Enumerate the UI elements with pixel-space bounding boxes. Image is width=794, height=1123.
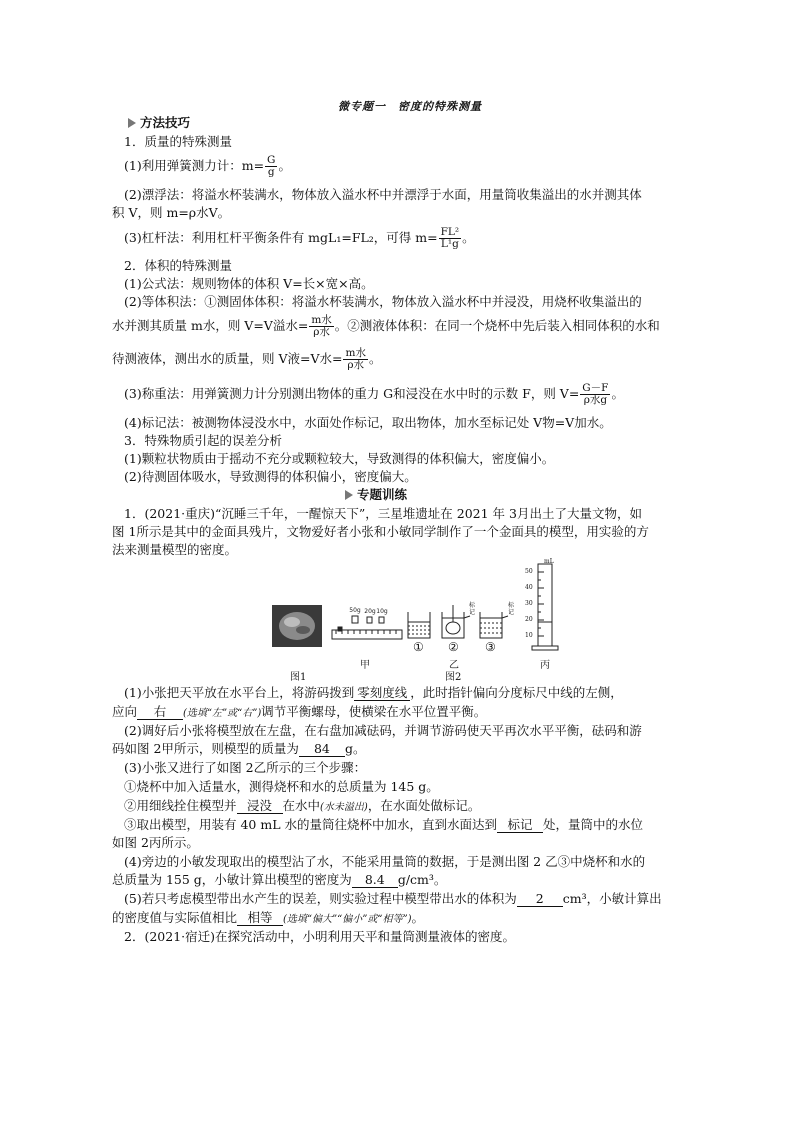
- s1-a-fraction: [265, 155, 277, 178]
- page-title: 微专题一 密度的特殊测量: [338, 100, 482, 113]
- svg-text:10g: 10g: [376, 608, 388, 615]
- s2-b-line1: (2)等体积法：①测固体体积：将溢水杯装满水，物体放入溢水杯中并浸没，用烧杯收集溢出的: [124, 294, 642, 309]
- p3-c-post: 处，量筒中的水位: [542, 817, 643, 832]
- label-step-1: ①: [413, 640, 424, 654]
- p4-line1: (4)旁边的小敏发现取出的模型沾了水，不能采用量筒的数据，于是测出图 2 乙③中烧杯和水的: [124, 854, 646, 869]
- s1-a-end: 。: [278, 158, 291, 173]
- s1-c-num: FL²: [440, 226, 460, 238]
- p1-post: ，此时指针偏向分度标尺中线的左侧，: [410, 685, 623, 700]
- label-jia: 甲: [360, 660, 370, 671]
- cylinder-tick-10: 10: [525, 632, 533, 639]
- p2-line1: (2)调好后小张将模型放在左盘，在右盘加减砝码，并调节游码使天平再次水平平衡，砝码和游: [124, 723, 642, 738]
- q1-line3: 法来测量模型的密度。: [112, 542, 238, 557]
- cylinder-tick-40: 40: [525, 584, 533, 591]
- figure-area: [270, 558, 570, 683]
- p5-post: cm³，小敏计算出: [562, 891, 662, 906]
- s1-a-num: G: [267, 154, 276, 166]
- p5-line1: [112, 890, 714, 908]
- answer-right: 右: [137, 704, 183, 720]
- s2-a: (1)公式法：规则物体的体积 V=长×宽×高。: [124, 276, 374, 291]
- label-step-3: ③: [485, 640, 496, 654]
- s2-b-den: ρ水: [313, 326, 330, 338]
- cylinder-tick-20: 20: [525, 616, 533, 623]
- training-header-label: 专题训练: [357, 487, 408, 502]
- p3-c-line2: 如图 2丙所示。: [112, 835, 199, 850]
- s3-a: (1)颗粒状物质由于摇动不充分或颗粒较大，导致测得的体积偏大，密度偏小。: [124, 451, 555, 466]
- p5-text: (5)若只考虑模型带出水产生的误差，则实验过程中模型带出水的体积为: [124, 891, 517, 906]
- label-yi: 乙: [449, 660, 459, 671]
- label-step-2: ②: [448, 640, 459, 654]
- q2-line: 2．(2021·宿迁)在探究活动中，小明利用天平和量筒测量液体的密度。: [124, 929, 515, 944]
- p3-b-mid: 在水中: [282, 798, 321, 813]
- p5-2-post: 。: [411, 910, 425, 925]
- s1-a: [112, 152, 714, 180]
- p3-b-hint: (水未溢出): [320, 802, 368, 813]
- s2-b-post: 。②测液体体积：在同一个烧杯中先后装入相同体积的水和: [334, 318, 660, 333]
- q1-line1: 1．(2021·重庆)“沉睡三千年，一醒惊天下”，三星堆遗址在 2021 年 3月出土了大量文物，如: [124, 506, 642, 521]
- s2-b3-text: 待测液体，测出水的质量，则 V液=V水=: [112, 351, 343, 366]
- s2-title: 2．体积的特殊测量: [124, 258, 232, 273]
- s2-b-line3: [112, 345, 702, 373]
- cylinder-unit: mL: [544, 558, 554, 565]
- s1-c-end: 。: [462, 230, 475, 245]
- p4-text: 总质量为 155 g，小敏计算出模型的密度为: [112, 872, 352, 887]
- s2-c: [112, 380, 714, 408]
- triangle-marker-icon: [345, 490, 353, 500]
- p3-b-post: ，在水面处做标记。: [367, 798, 481, 813]
- s1-c-text: (3)杠杆法：利用杠杆平衡条件有 mgL₁=FL₂，可得 m=: [124, 230, 438, 245]
- training-header: [345, 486, 794, 504]
- method-header-label: 方法技巧: [140, 115, 191, 130]
- gold-mask-image: [272, 605, 322, 647]
- s2-b-num: m水: [311, 314, 332, 326]
- p2-line2: [112, 740, 702, 758]
- p1b-post: 调节平衡螺母，使横梁在水平位置平衡。: [261, 704, 487, 719]
- s2-c-text: (3)称重法：用弹簧测力计分别测出物体的重力 G和浸没在水中时的示数 F，则 V=: [124, 386, 580, 401]
- q1-line2: 图 1所示是其中的金面具残片，文物爱好者小张和小敏同学制作了一个金面具的模型，用实验的方: [112, 524, 649, 539]
- p4-post: g/cm³。: [397, 872, 447, 887]
- answer-equal: 相等: [237, 910, 283, 926]
- beaker-2: [442, 605, 470, 638]
- p3-c-line1: [112, 816, 714, 834]
- cylinder-tick-50: 50: [525, 568, 533, 575]
- triangle-marker-icon: [128, 118, 136, 128]
- p2-post: g。: [344, 741, 366, 756]
- s2-c-num: G－F: [582, 382, 609, 394]
- s2-b3-num: m水: [345, 347, 366, 359]
- answer-mass: 84: [299, 741, 345, 757]
- mark-label-2: 标记: [468, 602, 475, 616]
- s2-b3-fraction: [343, 348, 367, 371]
- p3-b-line: [112, 797, 714, 817]
- p5-2-hint: (选填“偏大”“偏小”或“相等”): [283, 914, 412, 925]
- answer-volume: 2: [517, 891, 563, 907]
- label-bing: 丙: [540, 660, 550, 671]
- s1-b-line2: 积 V，则 m=ρ水V。: [112, 205, 231, 220]
- s1-c-den: L¹g: [440, 238, 459, 250]
- p3-line: (3)小张又进行了如图 2乙所示的三个步骤：: [124, 760, 367, 775]
- p1-text: (1)小张把天平放在水平台上，将游码拨到: [124, 685, 355, 700]
- figure-2-caption: 图2: [445, 672, 462, 683]
- p4-line2: [112, 871, 702, 889]
- s2-c-end: 。: [611, 386, 624, 401]
- figure-1-caption: 图1: [290, 672, 307, 683]
- graduated-cylinder: [532, 564, 558, 650]
- s2-b-line2: [112, 312, 702, 340]
- answer-mark: 标记: [497, 817, 543, 833]
- p3-b-text: ②用细线拴住模型并: [124, 798, 237, 813]
- p5-line2: [112, 909, 702, 929]
- p3-c-text: ③取出模型，用装有 40 mL 水的量筒往烧杯中加水，直到水面达到: [124, 817, 497, 832]
- s2-b-text: 水并测其质量 m水，则 V=V溢水=: [112, 318, 309, 333]
- mark-label-3: 标记: [507, 602, 514, 616]
- s3-title: 3．特殊物质引起的误差分析: [124, 433, 282, 448]
- p3-a-line: ①烧杯中加入适量水，测得烧杯和水的总质量为 145 g。: [124, 779, 439, 794]
- s1-a-den: g: [267, 166, 275, 178]
- s2-b3-end: 。: [368, 351, 382, 366]
- svg-text:20g: 20g: [364, 608, 376, 615]
- p2-text: 码如图 2甲所示，则模型的质量为: [112, 741, 299, 756]
- s1-a-formula: m=: [241, 158, 265, 173]
- answer-density: 8.4: [352, 872, 398, 888]
- s1-b-line1: (2)漂浮法：将溢水杯装满水，物体放入溢水杯中并漂浮于水面，用量筒收集溢出的水并测其体: [124, 187, 642, 202]
- svg-text:50g: 50g: [349, 607, 361, 614]
- method-header: [128, 114, 718, 132]
- s3-b: (2)待测固体吸水，导致测得的体积偏小，密度偏大。: [124, 469, 417, 484]
- answer-zero-line: 零刻度线: [354, 685, 410, 701]
- s2-b3-den: ρ水: [347, 359, 365, 371]
- s1-c: [112, 224, 714, 252]
- cylinder-tick-30: 30: [525, 600, 533, 607]
- balance-weights-and-rider: [332, 616, 402, 639]
- answer-immerse: 浸没: [237, 798, 283, 814]
- p1b-text: 应向: [112, 704, 138, 719]
- beaker-1: [408, 612, 430, 638]
- p1b-hint: (选填“左”或“右”): [183, 708, 262, 719]
- s1-a-text: (1)利用弹簧测力计：: [124, 158, 242, 173]
- s2-d: (4)标记法：被测物体浸没水中，水面处作标记，取出物体，加水至标记处 V物=V加水。: [124, 415, 612, 430]
- p5-2-text: 的密度值与实际值相比: [112, 910, 238, 925]
- s1-c-fraction: [439, 227, 461, 250]
- s2-b-fraction: [309, 315, 333, 338]
- p1-line1: [112, 684, 714, 702]
- s2-c-den: ρ水g: [583, 394, 608, 406]
- beaker-3: [480, 612, 508, 638]
- s2-c-fraction: [580, 383, 610, 406]
- p1-line2: [112, 703, 702, 723]
- s1-title: 1．质量的特殊测量: [124, 134, 232, 149]
